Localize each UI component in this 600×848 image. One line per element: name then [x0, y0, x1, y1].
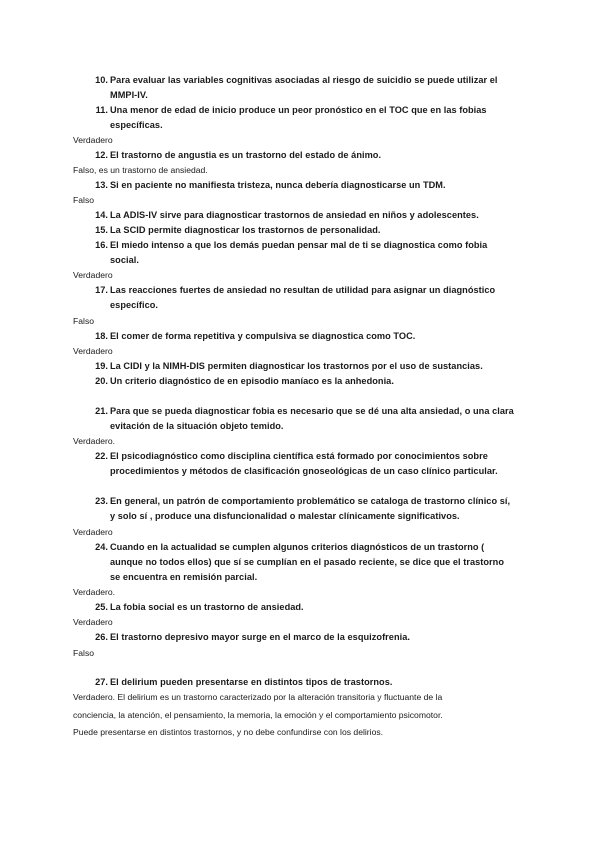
question-text: La SCID permite diagnosticar los trastornos de personalidad.: [110, 225, 381, 235]
question-text-cont: y solo sí , produce una disfuncionalidad o malestar clínicamente significativos.: [110, 511, 460, 521]
question-number: 20.: [95, 376, 108, 386]
question-number: 11.: [95, 105, 108, 115]
question-number: 14.: [95, 210, 108, 220]
question-16: [91, 238, 531, 268]
question-text: Una menor de edad de inicio produce un peor pronóstico en el TOC que en las fobias: [110, 105, 487, 115]
question-number: 17.: [95, 285, 108, 295]
question-17: [91, 283, 531, 313]
question-text-cont: procedimientos y métodos de clasificación gnoseológicas de un caso clínico particular.: [110, 466, 498, 476]
question-25: [91, 600, 531, 615]
question-text: El trastorno de angustia es un trastorno del estado de ánimo.: [110, 150, 382, 160]
question-20: [91, 374, 531, 389]
question-19: [91, 359, 531, 374]
question-text: La CIDI y la NIMH-DIS permiten diagnosticar los trastornos por el uso de sustancias.: [110, 361, 483, 371]
question-number: 21.: [95, 406, 108, 416]
question-number: 25.: [95, 602, 108, 612]
question-11: [91, 103, 531, 133]
question-text-cont: específico.: [110, 300, 159, 310]
question-number: 12.: [95, 150, 108, 160]
answer-11: Verdadero: [73, 135, 113, 145]
question-number: 13.: [95, 180, 108, 190]
question-text: La ADIS-IV sirve para diagnosticar trastornos de ansiedad en niños y adolescentes.: [110, 210, 479, 220]
question-text: Si en paciente no manifiesta tristeza, nunca debería diagnosticarse un TDM.: [110, 180, 446, 190]
question-number: 19.: [95, 361, 108, 371]
question-text-cont: MMPI-IV.: [110, 90, 148, 100]
question-22: [91, 449, 531, 479]
question-number: 18.: [95, 331, 108, 341]
question-text-cont: específicas.: [110, 120, 163, 130]
question-12: [91, 148, 531, 163]
question-23: [91, 494, 531, 524]
answer-12: Falso, es un trastorno de ansiedad.: [73, 165, 208, 175]
question-number: 23.: [95, 496, 108, 506]
answer-13: Falso: [73, 195, 95, 205]
question-21: [91, 404, 531, 434]
answer-26: Falso: [73, 648, 95, 658]
question-15: [91, 223, 531, 238]
question-text: En general, un patrón de comportamiento problemático se cataloga de trastorno clínico sí,: [110, 496, 511, 506]
paragraph-line: conciencia, la atención, el pensamiento, la memoria, la emoción y el comportamiento psicomotor.: [73, 709, 443, 720]
answer-25: Verdadero: [73, 617, 113, 627]
answer-16: Verdadero: [73, 270, 113, 280]
question-text: El psicodiagnóstico como disciplina científica está formado por conocimientos sobre: [110, 451, 488, 461]
answer-18: Verdadero: [73, 346, 113, 356]
question-number: 22.: [95, 451, 108, 461]
question-26: [91, 630, 531, 645]
answer-23: Verdadero: [73, 527, 113, 537]
question-text: Para que se pueda diagnosticar fobia es necesario que se dé una alta ansiedad, o una clara: [110, 406, 514, 416]
question-text: El delirium pueden presentarse en distintos tipos de trastornos.: [110, 677, 393, 687]
paragraph-line: Puede presentarse en distintos trastornos, y no debe confundirse con los delirios.: [73, 727, 384, 737]
answer-21: Verdadero.: [73, 436, 116, 446]
question-number: 24.: [95, 542, 108, 552]
question-text: El comer de forma repetitiva y compulsiva se diagnostica como TOC.: [110, 331, 416, 341]
question-number: 10.: [95, 75, 108, 85]
question-13: [91, 178, 531, 193]
paragraph-line: Verdadero. El delirium es un trastorno caracterizado por la alteración transitoria y fluctuante de la: [73, 692, 443, 702]
question-text-cont: evitación de la situación objeto temido.: [110, 421, 284, 431]
answer-17: Falso: [73, 316, 95, 326]
question-number: 15.: [95, 225, 108, 235]
question-18: [91, 329, 531, 344]
question-text: El trastorno depresivo mayor surge en el marco de la esquizofrenia.: [110, 632, 410, 642]
question-text: Cuando en la actualidad se cumplen algunos criterios diagnósticos de un trastorno (: [110, 542, 485, 552]
question-24: [91, 540, 531, 585]
answer-24: Verdadero.: [73, 587, 116, 597]
question-text: Las reacciones fuertes de ansiedad no resultan de utilidad para asignar un diagnóstico: [110, 285, 496, 295]
question-text: El miedo intenso a que los demás puedan pensar mal de ti se diagnostica como fobia: [110, 240, 488, 250]
question-text-cont: se encuentra en remisión parcial.: [110, 572, 258, 582]
question-number: 16.: [95, 240, 108, 250]
question-27: [91, 675, 531, 690]
question-text-cont: aunque no todos ellos) que sí se cumplían en el pasado reciente, se dice que el trastorno: [110, 557, 504, 567]
question-14: [91, 208, 531, 223]
question-10: [91, 73, 531, 103]
question-text: La fobia social es un trastorno de ansiedad.: [110, 602, 304, 612]
answer-27-paragraph: [73, 689, 533, 742]
question-text: Para evaluar las variables cognitivas asociadas al riesgo de suicidio se puede utilizar el: [110, 75, 498, 85]
question-number: 27.: [95, 677, 108, 687]
question-text-cont: social.: [110, 255, 139, 265]
question-text: Un criterio diagnóstico de en episodio maníaco es la anhedonia.: [110, 376, 394, 386]
question-number: 26.: [95, 632, 108, 642]
